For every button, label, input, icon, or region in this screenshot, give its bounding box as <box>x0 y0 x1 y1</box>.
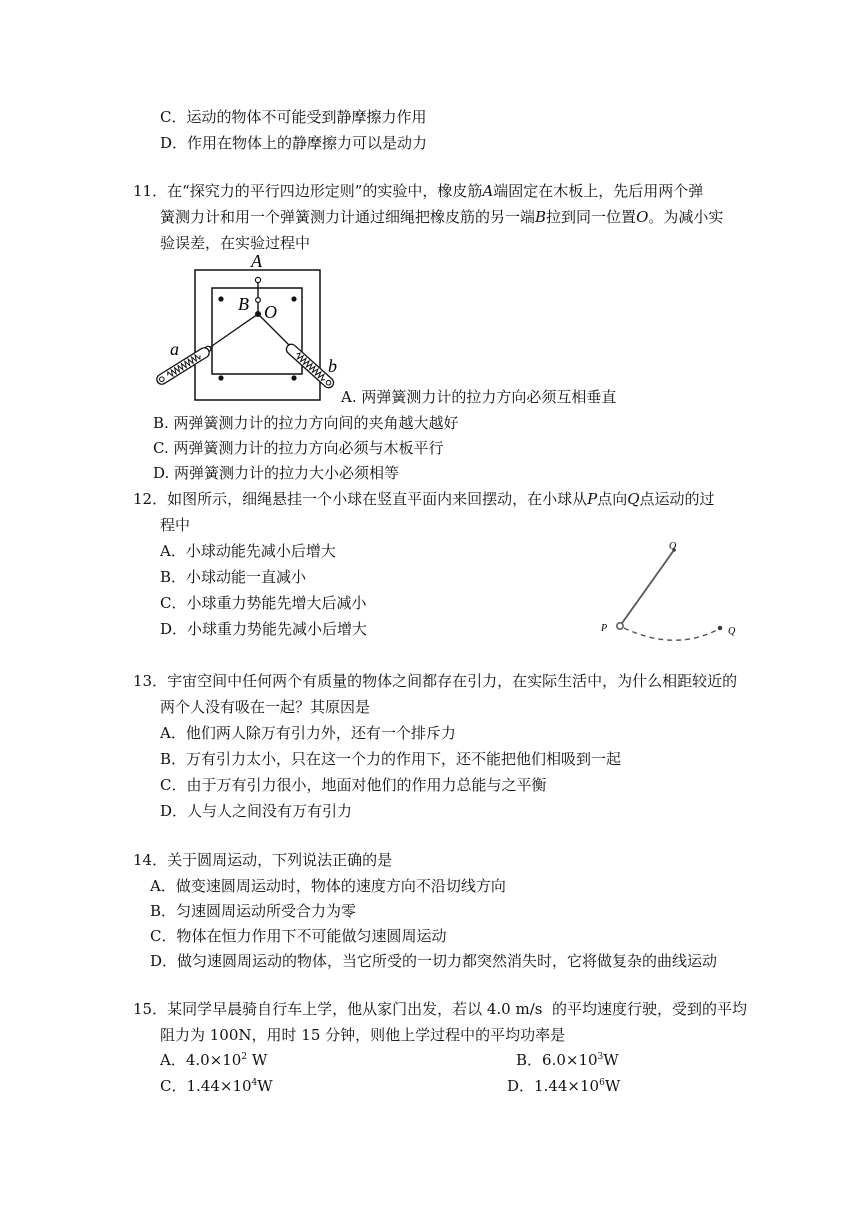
pin-dot <box>291 375 296 380</box>
q11-line-2: 簧测力计和用一个弹簧测力计通过细绳把橡皮筋的另一端B拉到同一位置O。为减小实 <box>160 208 724 226</box>
q15-option-d: D．$1.44\times 10^6W$ <box>507 1077 621 1095</box>
swing-arc <box>624 628 719 640</box>
label-a-top: A <box>251 251 262 271</box>
pin-dot <box>291 296 296 301</box>
q12-option-a: A．小球动能先减小后增大 <box>160 542 336 560</box>
q13-option-c: C．由于万有引力很小，地面对他们的作用力总能与之平衡 <box>160 776 547 794</box>
q13-line-1: 13．宇宙空间中任何两个有质量的物体之间都存在引力，在实际生活中，为什么相距较近的 <box>133 672 738 690</box>
q14-option-c: C．物体在恒力作用下不可能做匀速圆周运动 <box>150 927 447 945</box>
q11-line-3: 验误差，在实验过程中 <box>160 234 311 252</box>
label-b-spring: b <box>328 356 337 376</box>
point-b <box>256 298 261 303</box>
label-o: O <box>669 541 677 552</box>
ball-q <box>718 626 722 630</box>
q14-option-b: B．匀速圆周运动所受合力为零 <box>150 902 357 920</box>
q11-option-b: B. 两弹簧测力计的拉力方向间的夹角越大越好 <box>153 414 459 432</box>
q14-option-a: A．做变速圆周运动时，物体的速度方向不沿切线方向 <box>150 877 506 895</box>
q13-number: 13． <box>133 672 168 690</box>
q12-option-d: D．小球重力势能先减小后增大 <box>160 620 368 638</box>
q14-option-d: D．做匀速圆周运动的物体，当它所受的一切力都突然消失时，它将做复杂的曲线运动 <box>150 952 718 970</box>
q15-option-b: B．$6.0\times 10^3W$ <box>516 1051 619 1069</box>
label-p: P <box>601 623 608 634</box>
q14-line-1: 14．关于圆周运动，下列说法正确的是 <box>133 851 393 869</box>
pin-dot <box>218 375 223 380</box>
q12-pendulum-figure <box>595 535 745 640</box>
q11-line-1: 11．在“探究力的平行四边形定则”的实验中，橡皮筋A端固定在木板上，先后用两个弹 <box>133 182 704 200</box>
q13-line-2: 两个人没有吸在一起？其原因是 <box>160 698 371 716</box>
q11-option-c: C. 两弹簧测力计的拉力方向必须与木板平行 <box>153 439 444 457</box>
q12-option-b: B．小球动能一直减小 <box>160 568 307 586</box>
q10-option-c: C．运动的物体不可能受到静摩擦力作用 <box>160 108 427 126</box>
label-b-point: B <box>238 294 249 314</box>
q12-line-1: 12．如图所示，细绳悬挂一个小球在竖直平面内来回摆动，在小球从P点向Q点运动的过 <box>133 490 715 508</box>
q12-option-c: C．小球重力势能先增大后减小 <box>160 594 367 612</box>
q15-line-1: 15．某同学早晨骑自行车上学，他从家门出发，若以 4.0 m/s 的平均速度行驶，受到的平均 <box>133 1000 747 1018</box>
q14-number: 14． <box>133 851 168 869</box>
spring-balance-a <box>155 346 211 386</box>
q11-figure <box>140 248 360 408</box>
q15-option-a: A．$4.0\times 10^2$ W <box>160 1051 268 1069</box>
q11-number: 11． <box>133 182 168 200</box>
q12-line-2: 程中 <box>160 516 191 534</box>
q15-number: 15． <box>133 1000 168 1018</box>
label-q: Q <box>728 626 736 637</box>
q13-option-a: A．他们两人除万有引力外，还有一个排斥力 <box>160 724 456 742</box>
q13-option-d: D．人与人之间没有万有引力 <box>160 802 353 820</box>
q10-option-d: D．作用在物体上的静摩擦力可以是动力 <box>160 134 428 152</box>
q12-number: 12． <box>133 490 168 508</box>
label-o-point: O <box>264 302 277 322</box>
pendulum-string <box>620 550 674 626</box>
q11-option-a: A. 两弹簧测力计的拉力方向必须互相垂直 <box>341 388 617 406</box>
q15-option-c: C．$1.44\times 10^4W$ <box>160 1077 273 1095</box>
string-a <box>209 314 258 348</box>
label-a-spring: a <box>170 339 179 359</box>
q11-option-d: D. 两弹簧测力计的拉力大小必须相等 <box>153 464 400 482</box>
q13-option-b: B．万有引力太小，只在这一个力的作用下，还不能把他们相吸到一起 <box>160 750 622 768</box>
ball-p <box>617 623 623 629</box>
pin-dot <box>218 296 223 301</box>
q15-line-2: 阻力为 100N，用时 15 分钟，则他上学过程中的平均功率是 <box>160 1026 566 1044</box>
